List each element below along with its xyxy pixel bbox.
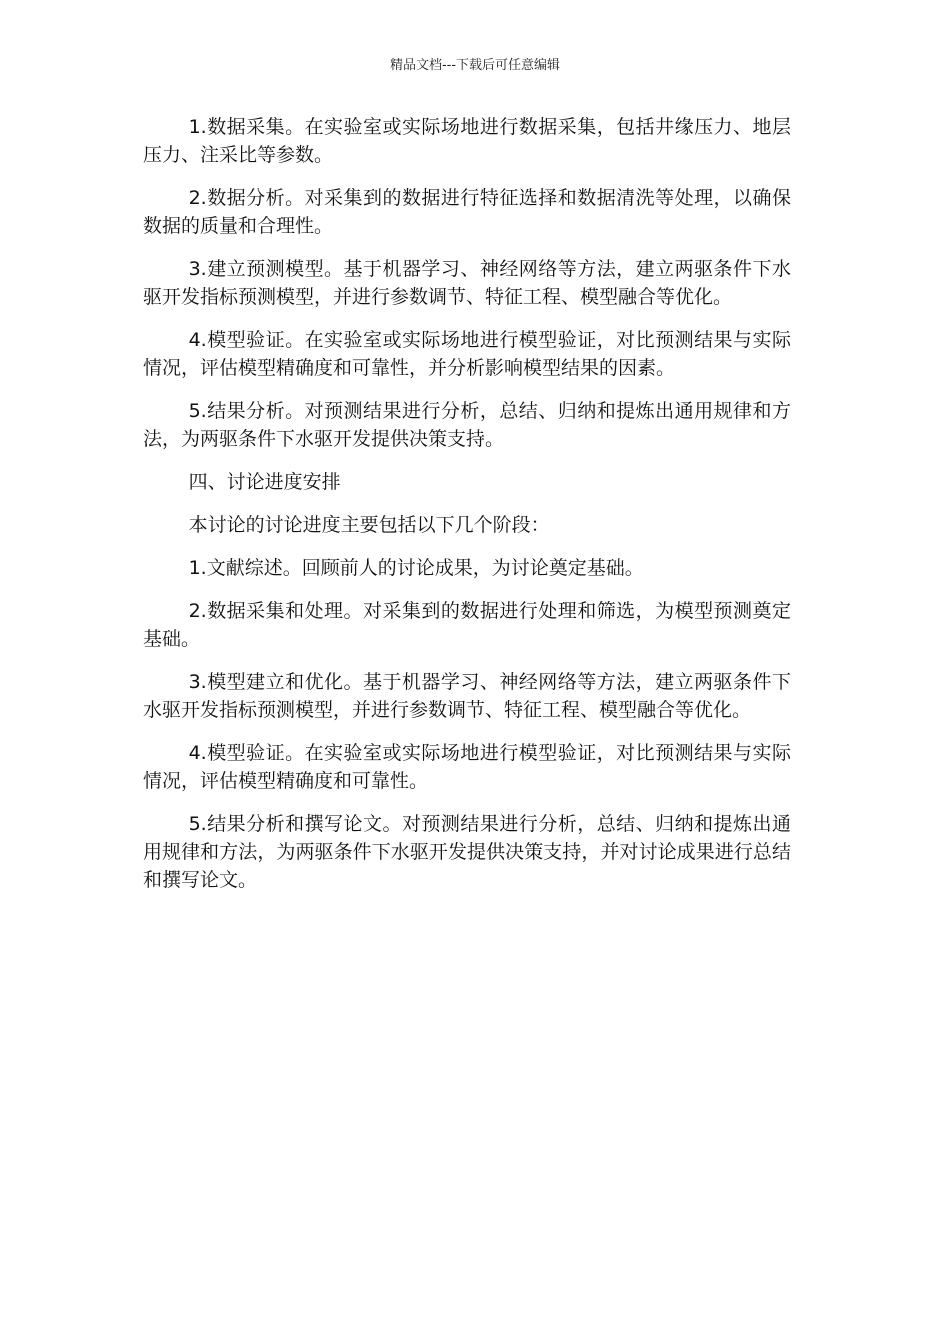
paragraph-step-data-analysis: 2.数据分析。对采集到的数据进行特征选择和数据清洗等处理，以确保数据的质量和合理性。 xyxy=(143,187,791,237)
paragraph-stage-model-optimization: 3.模型建立和优化。基于机器学习、神经网络等方法，建立两驱条件下水驱开发指标预测模型，并进行参数调节、特征工程、模型融合等优化。 xyxy=(143,671,791,721)
paragraph-step-build-model: 3.建立预测模型。基于机器学习、神经网络等方法，建立两驱条件下水驱开发指标预测模型，并进行参数调节、特征工程、模型融合等优化。 xyxy=(143,258,791,308)
paragraph-stage-data-processing: 2.数据采集和处理。对采集到的数据进行处理和筛选，为模型预测奠定基础。 xyxy=(143,600,791,650)
paragraph-schedule-intro: 本讨论的讨论进度主要包括以下几个阶段： xyxy=(188,514,550,536)
page-header: 精品文档---下载后可任意编辑 xyxy=(389,58,561,73)
paragraph-stage-thesis-writing: 5.结果分析和撰写论文。对预测结果进行分析，总结、归纳和提炼出通用规律和方法，为两驱条件下水驱开发提供决策支持，并对讨论成果进行总结和撰写论文。 xyxy=(143,813,791,891)
document-body xyxy=(143,113,791,909)
paragraph-step-data-collection: 1.数据采集。在实验室或实际场地进行数据采集，包括井缘压力、地层压力、注采比等参数。 xyxy=(143,116,791,166)
section-heading-schedule: 四、讨论进度安排 xyxy=(188,471,341,493)
paragraph-stage-model-validation: 4.模型验证。在实验室或实际场地进行模型验证，对比预测结果与实际情况，评估模型精确度和可靠性。 xyxy=(143,742,791,792)
paragraph-step-model-validation: 4.模型验证。在实验室或实际场地进行模型验证，对比预测结果与实际情况，评估模型精确度和可靠性，并分析影响模型结果的因素。 xyxy=(143,329,791,379)
paragraph-stage-literature-review: 1.文献综述。回顾前人的讨论成果，为讨论奠定基础。 xyxy=(188,557,644,579)
paragraph-step-result-analysis: 5.结果分析。对预测结果进行分析，总结、归纳和提炼出通用规律和方法，为两驱条件下水驱开发提供决策支持。 xyxy=(143,400,791,450)
